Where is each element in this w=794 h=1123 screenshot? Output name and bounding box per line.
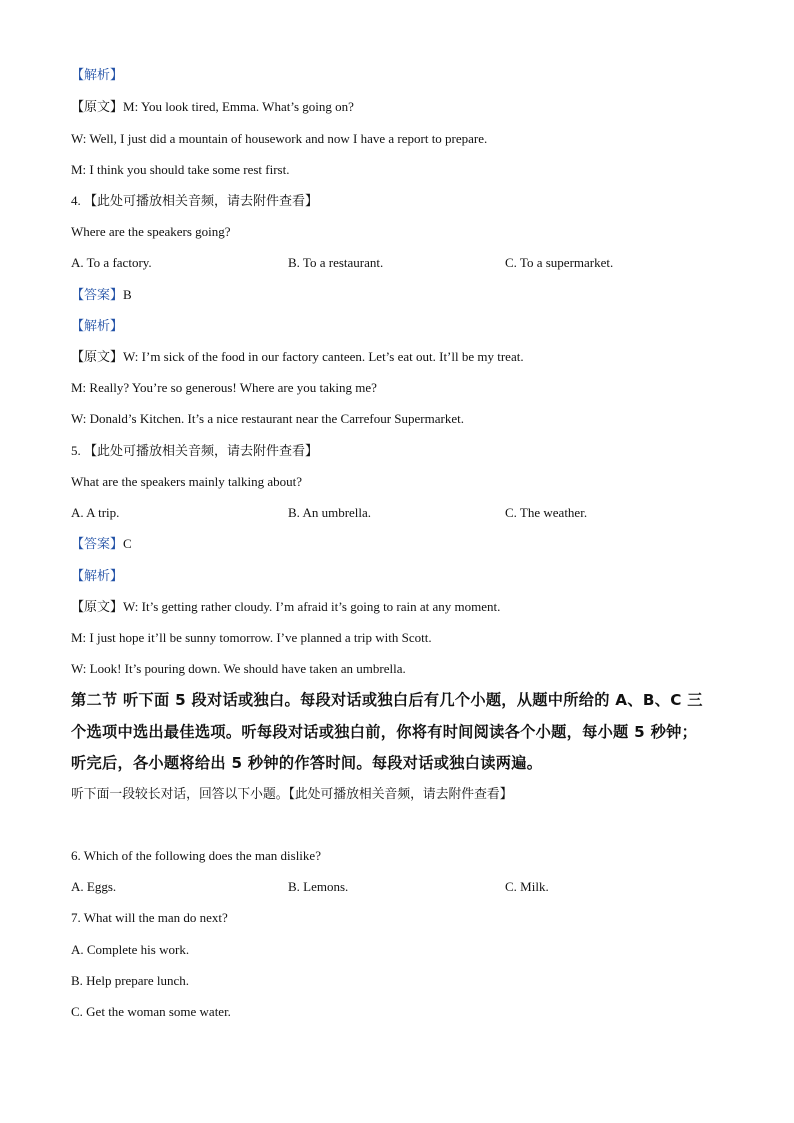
question-7-option-b: B. Help prepare lunch. xyxy=(71,973,190,988)
transcript-line: W: Well, I just did a mountain of housework and now I have a report to prepare. xyxy=(71,131,488,146)
question-4-analysis xyxy=(71,317,123,335)
question-5-option-a: A. A trip. xyxy=(71,505,120,520)
transcript-line: M: I think you should take some rest first. xyxy=(71,162,290,177)
transcript-tag: 【原文】 xyxy=(71,99,124,114)
question-7-option-c: C. Get the woman some water. xyxy=(71,1004,231,1019)
transcript-text: M: You look tired, Emma. What’s going on? xyxy=(123,99,354,114)
question-5-answer xyxy=(71,535,132,553)
question-5-option-b: B. An umbrella. xyxy=(288,505,372,520)
analysis-heading xyxy=(71,66,123,84)
transcript-line: W: Look! It’s pouring down. We should have taken an umbrella. xyxy=(71,661,406,676)
answer-tag: 【答案】 xyxy=(71,287,124,302)
question-4-option-a: A. To a factory. xyxy=(71,255,152,270)
transcript-line xyxy=(71,98,354,116)
analysis-tag: 【解析】 xyxy=(71,67,124,82)
question-4-stem: Where are the speakers going? xyxy=(71,224,231,239)
question-7-option-a: A. Complete his work. xyxy=(71,942,190,957)
answer-tag: 【答案】 xyxy=(71,536,124,551)
question-6-stem: 6. Which of the following does the man dislike? xyxy=(71,848,321,863)
question-6-option-c: C. Milk. xyxy=(505,879,549,894)
transcript-text: W: I’m sick of the food in our factory canteen. Let’s eat out. It’ll be my treat. xyxy=(123,349,524,364)
transcript-tag: 【原文】 xyxy=(71,349,124,364)
transcript-line: M: I just hope it’ll be sunny tomorrow. I’ve planned a trip with Scott. xyxy=(71,630,432,645)
question-4-header: 4. 【此处可播放相关音频，请去附件查看】 xyxy=(71,193,319,208)
answer-value: B xyxy=(123,287,132,302)
section-2-instructions-line-1: 第二节 听下面 5 段对话或独白。每段对话或独白后有几个小题，从题中所给的 A、B、C 三 xyxy=(71,691,703,709)
transcript-line: W: Donald’s Kitchen. It’s a nice restaurant near the Carrefour Supermarket. xyxy=(71,411,464,426)
question-5-analysis xyxy=(71,567,123,585)
transcript-line: M: Really? You’re so generous! Where are you taking me? xyxy=(71,380,377,395)
question-6-option-a: A. Eggs. xyxy=(71,879,117,894)
transcript-line xyxy=(71,598,500,616)
analysis-tag: 【解析】 xyxy=(71,318,124,333)
section-2-instructions-line-3: 听完后，各小题将给出 5 秒钟的作答时间。每段对话或独白读两遍。 xyxy=(71,754,543,772)
question-5-header: 5. 【此处可播放相关音频，请去附件查看】 xyxy=(71,443,319,458)
analysis-tag: 【解析】 xyxy=(71,568,124,583)
question-4-answer xyxy=(71,286,132,304)
question-4-option-b: B. To a restaurant. xyxy=(288,255,384,270)
question-5-option-c: C. The weather. xyxy=(505,505,588,520)
question-5-stem: What are the speakers mainly talking about? xyxy=(71,474,303,489)
question-6-option-b: B. Lemons. xyxy=(288,879,349,894)
transcript-tag: 【原文】 xyxy=(71,599,124,614)
transcript-line xyxy=(71,348,524,366)
section-2-audio-note: 听下面一段较长对话，回答以下小题。【此处可播放相关音频，请去附件查看】 xyxy=(71,787,513,802)
question-7-stem: 7. What will the man do next? xyxy=(71,910,228,925)
answer-value: C xyxy=(123,536,132,551)
question-4-option-c: C. To a supermarket. xyxy=(505,255,614,270)
section-2-instructions-line-2: 个选项中选出最佳选项。听每段对话或独白前，你将有时间阅读各个小题，每小题 5 秒钟； xyxy=(71,723,698,741)
transcript-text: W: It’s getting rather cloudy. I’m afraid it’s going to rain at any moment. xyxy=(123,599,501,614)
